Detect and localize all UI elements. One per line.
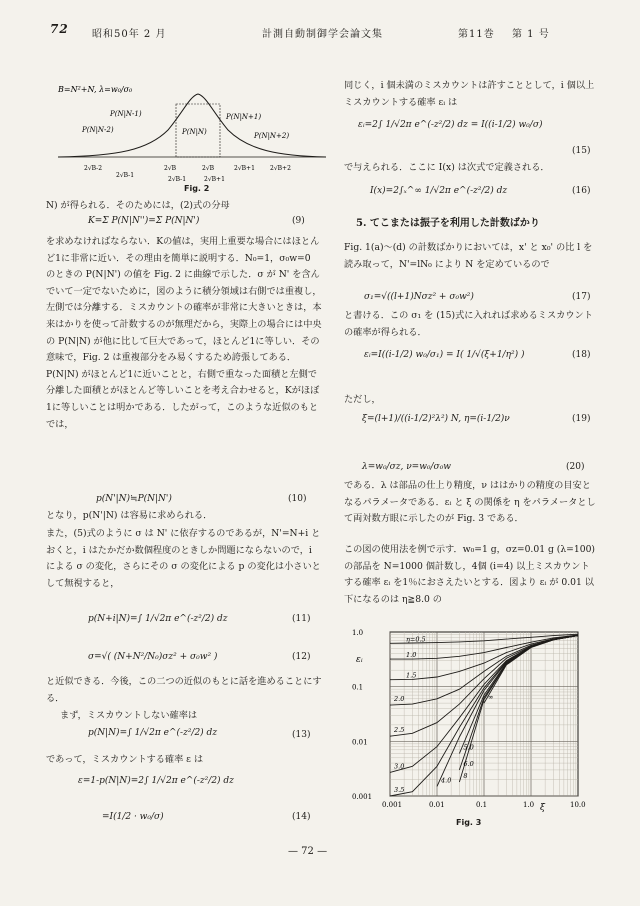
fig3-xtick: 10.0 xyxy=(570,801,586,809)
section-heading: 5. てこまたは振子を利用した計数ばかり xyxy=(356,218,540,229)
fig3-series-label: 5.0 xyxy=(463,743,474,752)
eq19-number: (19) xyxy=(572,414,591,424)
eq9-number: (9) xyxy=(292,216,305,226)
issue-date: 昭和50年 2 月 xyxy=(92,29,167,40)
fig3-caption: Fig. 3 xyxy=(456,818,482,827)
eq15: εᵢ=2∫ 1/√2π e^(-z²/2) dz = I((i-1/2) w₀/σ) xyxy=(358,120,543,130)
right-p7: この図の使用法を例で示す．w₀=1 g，σz=0.01 g (λ=100) の部品を N=1000 個計数し，4個 (i=4) 以上ミスカウントする確率 εᵢ を1％におさえたいとする．図より εᵢ が 0.01 以下になるのは η≧8.0 の xyxy=(344,544,595,605)
fig2-tick-5: 2√B+2 xyxy=(270,165,291,172)
fig3-ytick: 0.001 xyxy=(352,793,373,801)
fig2-tick-4: 2√B+1 xyxy=(234,165,255,172)
fig3-xtick: 1.0 xyxy=(523,801,535,809)
eq18: εᵢ=I((i-1/2) w₀/σ₁) = I( 1/√(ξ+1/η²) ) xyxy=(364,350,525,360)
left-p5: と近似できる．今後，この二つの近似のもとに話を進めることにする． xyxy=(46,676,322,704)
fig3-xtick: 0.001 xyxy=(382,801,403,809)
fig2-label-pnn: P(N|N) xyxy=(182,128,207,136)
fig3-xtick: 0.01 xyxy=(429,801,445,809)
eq13: p(N|N)=∫ 1/√2π e^(-z²/2) dz xyxy=(88,728,218,738)
right-p4: と書ける．この σ₁ を (15)式に入れれば求めるミスカウントの確率が得られる． xyxy=(344,310,593,338)
right-p1: 同じく，i 個未満のミスカウントは許すこととして，i 個以上ミスカウントする確率 εᵢ は xyxy=(344,80,595,108)
volume: 第11巻 xyxy=(458,29,495,40)
eq14b: =I(1/2 · w₀/σ) xyxy=(102,812,164,822)
fig3-series-line xyxy=(459,636,578,782)
eq12-number: (12) xyxy=(292,652,311,662)
eq20: λ=w₀/σz, ν=w₀/σ₀w xyxy=(362,462,452,472)
fig2-tick-7: 2√B+1 xyxy=(204,176,225,182)
fig2-tick-0: 2√B-2 xyxy=(84,165,103,172)
fig3-series-label: 3.5 xyxy=(394,786,405,794)
fig2-label-pnn+2: P(N|N+2) xyxy=(254,132,290,140)
fig3-ytick: 0.01 xyxy=(352,738,368,747)
eq10: p(N'|N)≒P(N|N') xyxy=(96,494,172,504)
fig2-relation: B=N²+N, λ=w₀/σ₀ xyxy=(58,85,133,94)
eq11: p(N+i|N)=∫ 1/√2π e^(-z²/2) dz xyxy=(88,614,228,624)
fig2-label-pnn+1: P(N|N+1) xyxy=(226,113,262,121)
eq18-number: (18) xyxy=(572,350,591,360)
fig3-series-label: η=0.5 xyxy=(406,635,426,644)
fig3-xtick: 0.1 xyxy=(476,801,488,809)
eq16-number: (16) xyxy=(572,186,591,196)
eq10-number: (10) xyxy=(288,494,307,504)
fig3-ytick: 0.1 xyxy=(352,683,364,692)
right-p5: ただし， xyxy=(344,394,381,405)
right-p3: Fig. 1(a)～(d) の計数ばかりにおいては，x' と x₀' の比 l を読み取って，N'=lN₀ により N を定めているので xyxy=(344,242,593,270)
fig2-tick-6: 2√B-1 xyxy=(168,176,187,182)
fig3-ytick: 1.0 xyxy=(352,629,364,637)
left-p7: であって，ミスカウントする確率 ε は xyxy=(46,754,204,765)
eq9: K=Σ P(N|N'')=Σ P(N|N') xyxy=(88,216,200,226)
fig3-series-label: 6.0 xyxy=(463,759,474,768)
right-p6: である．λ は部品の仕上り精度，ν ははかりの精度の目安となるパラメータである．εᵢ と ξ の関係を η をパラメータとして両対数方眼に示したのが Fig. 3 である． xyxy=(344,480,596,525)
fig3-series-label: 2.5 xyxy=(394,726,405,735)
eq13-number: (13) xyxy=(292,730,311,740)
fig3-series-label: 8 xyxy=(463,772,468,781)
eq15-number: (15) xyxy=(572,146,591,156)
left-p3: となり，p(N'|N) は容易に求められる． xyxy=(46,510,213,521)
left-p1: N) が得られる．そのためには，(2)式の分母 xyxy=(46,200,230,211)
fig2-caption: Fig. 2 xyxy=(184,184,210,193)
left-p2: を求めなければならない．Kの値は，実用上重要な場合にはほとんど1に非常に近い．その理由を簡単に説明する．N₀=1，σ₀w=0 のときの P(N|N') の値を Fig. 2 に曲線で示した．σ が N' を含んでいて一定でないために，図のように積分領域は右側では重複し，左側では分離する．ミスカウントの確率が非常に大きいときは，本来はかりを使って計数するのが無理だから，実際上の場合には中央の P(N|N) が他に比して巨大であって，ほとんど1に等しい．その意味で，Fig. 2 は重複部分をみ易くするため誇張してある．P(N|N) がほとんど1に近いことと，右側で重なった面積と左側で分離した面積とがほとんど等しいことを考え合わせると，Kがほぼ1に等しいことは明かである．したがって，このような近似のもとでは， xyxy=(46,236,322,430)
right-p2: で与えられる．ここに I(x) は次式で定義される． xyxy=(344,162,550,173)
fig2-tick-1: 2√B-1 xyxy=(116,172,135,179)
fig3-series-label: ∞ xyxy=(488,693,494,702)
page-number: 72 xyxy=(50,22,69,36)
fig3-series-label: 3.0 xyxy=(394,762,405,771)
fig2-label-pnn-1: P(N|N-1) xyxy=(110,110,142,118)
fig3-xlabel: ξ xyxy=(540,803,545,813)
fig3-chart xyxy=(350,620,590,820)
fig3-ylabel: εᵢ xyxy=(356,655,363,665)
fig2-label-pnn-2: P(N|N-2) xyxy=(82,126,114,134)
fig3-series-label: 1.5 xyxy=(406,671,417,680)
fig3-series-label: 4.0 xyxy=(441,776,452,785)
eq19: ξ=(l+1)/((i-1/2)²λ²) N, η=(i-1/2)ν xyxy=(362,414,510,424)
eq12: σ=√( (N+N²/N₀)σz² + σ₀w² ) xyxy=(88,652,218,662)
issue: 第 1 号 xyxy=(512,29,550,40)
eq14-number: (14) xyxy=(292,812,311,822)
eq20-number: (20) xyxy=(566,462,585,472)
fig3-series-label: 2.0 xyxy=(394,695,405,704)
fig2-tick-2: 2√B xyxy=(164,165,177,172)
eq17-number: (17) xyxy=(572,292,591,302)
eq17: σ₁=√((l+1)Nσz² + σ₀w²) xyxy=(364,292,474,302)
eq11-number: (11) xyxy=(292,614,311,624)
fig2-tick-3: 2√B xyxy=(202,165,215,172)
eq16: I(x)=2∫ₓ^∞ 1/√2π e^(-z²/2) dz xyxy=(370,186,508,196)
eq14a: ε=1-p(N|N)=2∫ 1/√2π e^(-z²/2) dz xyxy=(78,776,234,786)
journal-title: 計測自動制御学会論文集 xyxy=(262,29,383,40)
left-p6: まず，ミスカウントしない確率は xyxy=(60,710,198,721)
fig3-series-label: 1.0 xyxy=(406,651,417,660)
fig2-diagram xyxy=(58,82,328,182)
page-footer: — 72 — xyxy=(288,846,328,857)
left-p4: また，(5)式のように σ は N' に依存するのであるが，N'=N+i とおくと，i はたかだか数個程度のときしか問題にならないので，i による σ の変化，さらにその σ の変化による p の変化は小さいとして無視すると， xyxy=(46,528,321,589)
